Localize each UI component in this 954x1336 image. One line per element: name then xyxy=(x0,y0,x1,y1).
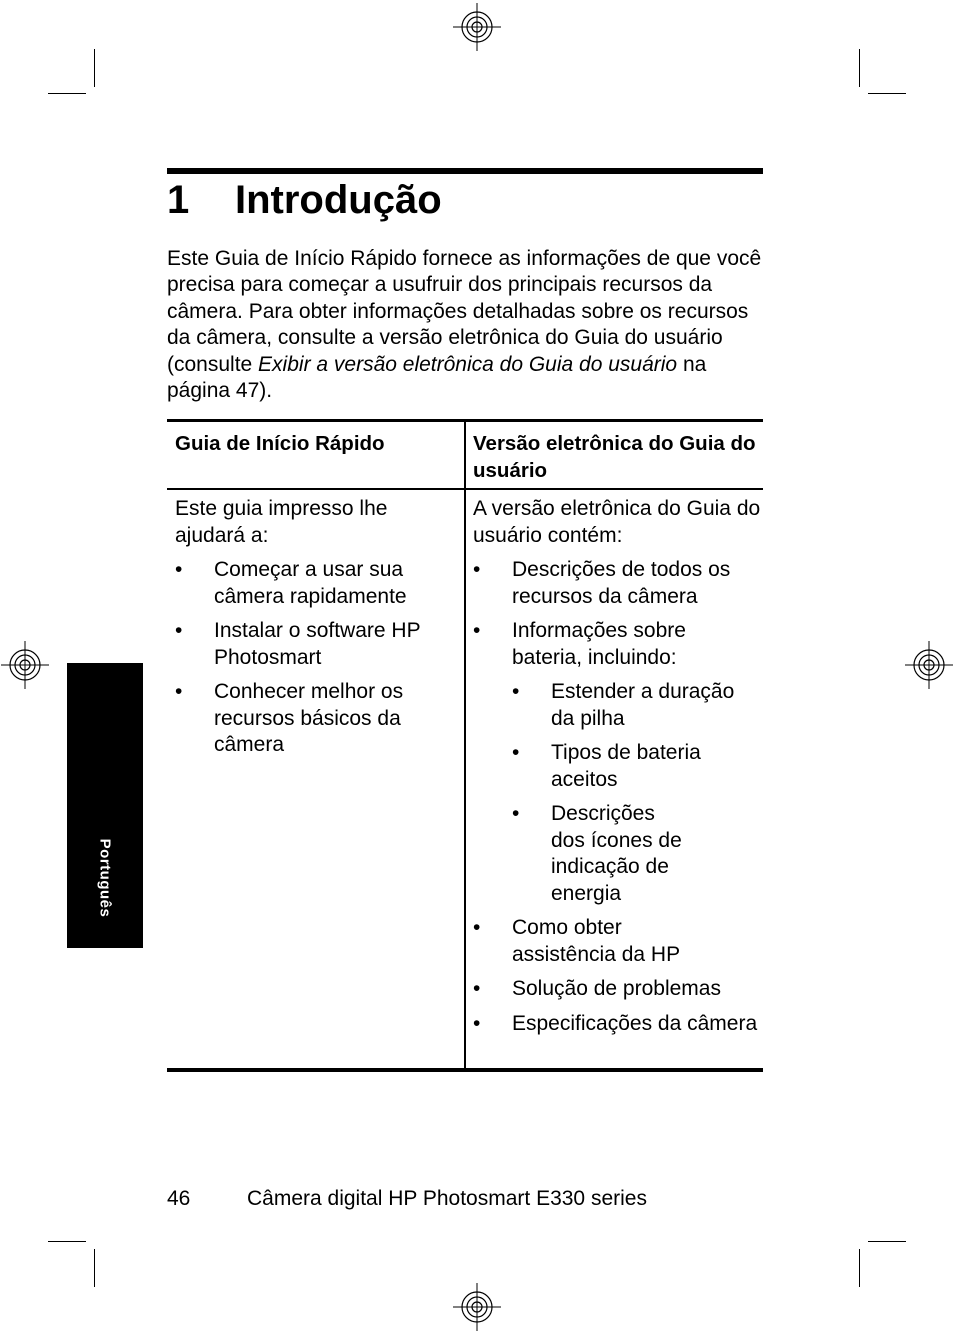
page-number: 46 xyxy=(167,1187,191,1210)
sub-list-item: • Descrições dos ícones de indicação de energia xyxy=(512,801,761,907)
crop-mark xyxy=(94,49,95,87)
table-header-electronic-guide: Versão eletrônica do Guia do usuário xyxy=(473,432,756,482)
comparison-table xyxy=(167,419,763,1072)
crop-mark xyxy=(48,93,86,94)
list-item xyxy=(473,618,761,907)
crop-mark xyxy=(48,1241,86,1242)
list-item: • Solução de problemas xyxy=(473,976,761,1003)
bullet-list xyxy=(473,557,761,1037)
column-divider xyxy=(464,422,466,1068)
list-item: • Conhecer melhor os recursos básicos da câmera xyxy=(175,679,460,759)
list-item: • Descrições de todos os recursos da câmera xyxy=(473,557,761,610)
registration-mark-icon xyxy=(904,640,954,690)
crop-mark xyxy=(94,1249,95,1287)
crop-mark xyxy=(868,1241,906,1242)
crop-mark xyxy=(859,49,860,87)
sub-bullet-list xyxy=(512,679,761,907)
sub-list-item: • Tipos de bateria aceitos xyxy=(512,740,761,793)
cell-intro: Este guia impresso lhe ajudará a: xyxy=(175,497,388,547)
registration-mark-icon xyxy=(452,1282,502,1332)
intro-text-end: na página 47). xyxy=(167,352,707,403)
chapter-heading xyxy=(167,177,442,223)
bullet-list xyxy=(175,557,460,759)
table-cell-quick-start xyxy=(175,496,460,767)
chapter-number: 1 xyxy=(167,178,190,222)
heading-rule xyxy=(167,168,763,174)
list-item-text: Informações sobre bateria, incluindo: xyxy=(512,619,686,669)
list-item: • Instalar o software HP Photosmart xyxy=(175,618,460,671)
table-cell-electronic-guide xyxy=(473,496,761,1045)
intro-reference-link[interactable]: Exibir a versão eletrônica do Guia do usuário xyxy=(258,352,678,376)
list-item: • Começar a usar sua câmera rapidamente xyxy=(175,557,460,610)
cell-intro: A versão eletrônica do Guia do usuário contém: xyxy=(473,497,761,547)
header-divider xyxy=(167,488,763,490)
list-item: • Como obter assistência da HP xyxy=(473,915,761,968)
chapter-title: Introdução xyxy=(235,178,442,222)
intro-text: Este Guia de Início Rápido fornece as informações de que você precisa para começar a usufruir dos principais recursos da câmera. Para obter informações detalhadas sobre os recursos da câmera, consulte a versão eletrônica do Guia do usuário (consulte xyxy=(167,247,762,376)
crop-mark xyxy=(859,1249,860,1287)
crop-mark xyxy=(868,93,906,94)
intro-paragraph xyxy=(167,246,767,404)
sub-list-item: • Estender a duração da pilha xyxy=(512,679,761,732)
language-tab-label: Português xyxy=(96,838,114,918)
table-header-quick-start: Guia de Início Rápido xyxy=(175,432,385,455)
list-item: • Especificações da câmera xyxy=(473,1011,761,1038)
registration-mark-icon xyxy=(0,640,50,690)
footer-title: Câmera digital HP Photosmart E330 series xyxy=(247,1187,647,1210)
registration-mark-icon xyxy=(452,2,502,52)
